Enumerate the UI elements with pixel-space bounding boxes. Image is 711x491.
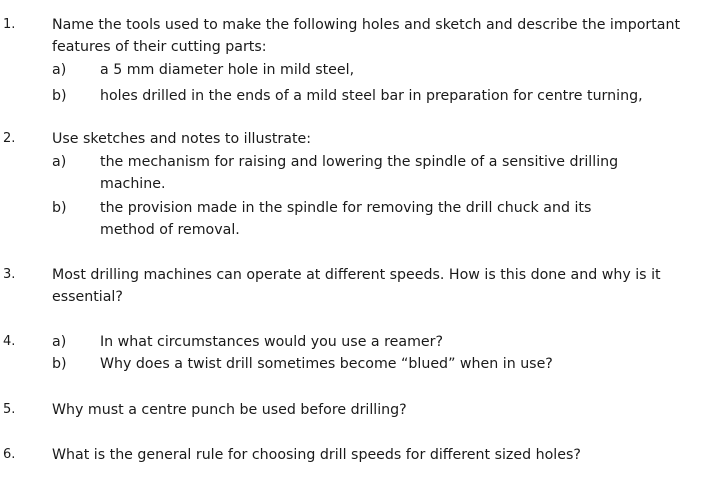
question-number: 2. — [3, 131, 16, 146]
question-text: Most drilling machines can operate at different speeds. How is this done and why is it essential? — [52, 267, 661, 305]
part-label: b) — [52, 200, 67, 216]
part-label: a) — [52, 62, 67, 78]
part-text: a 5 mm diameter hole in mild steel, — [100, 62, 355, 78]
part-text: the mechanism for raising and lowering the spindle of a sensitive drilling machine. — [100, 154, 619, 192]
part-text: In what circumstances would you use a reamer? — [100, 334, 443, 350]
part-label: a) — [52, 334, 67, 350]
part-text: holes drilled in the ends of a mild steel bar in preparation for centre turning, — [100, 88, 643, 104]
question-number: 5. — [3, 402, 16, 417]
question-text: What is the general rule for choosing drill speeds for different sized holes? — [52, 447, 581, 463]
question-text: Why must a centre punch be used before drilling? — [52, 402, 407, 418]
question-number: 6. — [3, 447, 16, 462]
part-label: a) — [52, 154, 67, 170]
part-label: b) — [52, 356, 67, 372]
question-number: 1. — [3, 17, 16, 32]
question-number: 4. — [3, 334, 16, 349]
question-text: Name the tools used to make the following holes and sketch and describe the important features of their cutting parts: — [52, 17, 681, 55]
part-text: the provision made in the spindle for removing the drill chuck and its method of removal. — [100, 200, 592, 238]
part-label: b) — [52, 88, 67, 104]
part-text: Why does a twist drill sometimes become “blued” when in use? — [100, 356, 553, 372]
question-text: Use sketches and notes to illustrate: — [52, 131, 312, 147]
question-number: 3. — [3, 267, 16, 282]
